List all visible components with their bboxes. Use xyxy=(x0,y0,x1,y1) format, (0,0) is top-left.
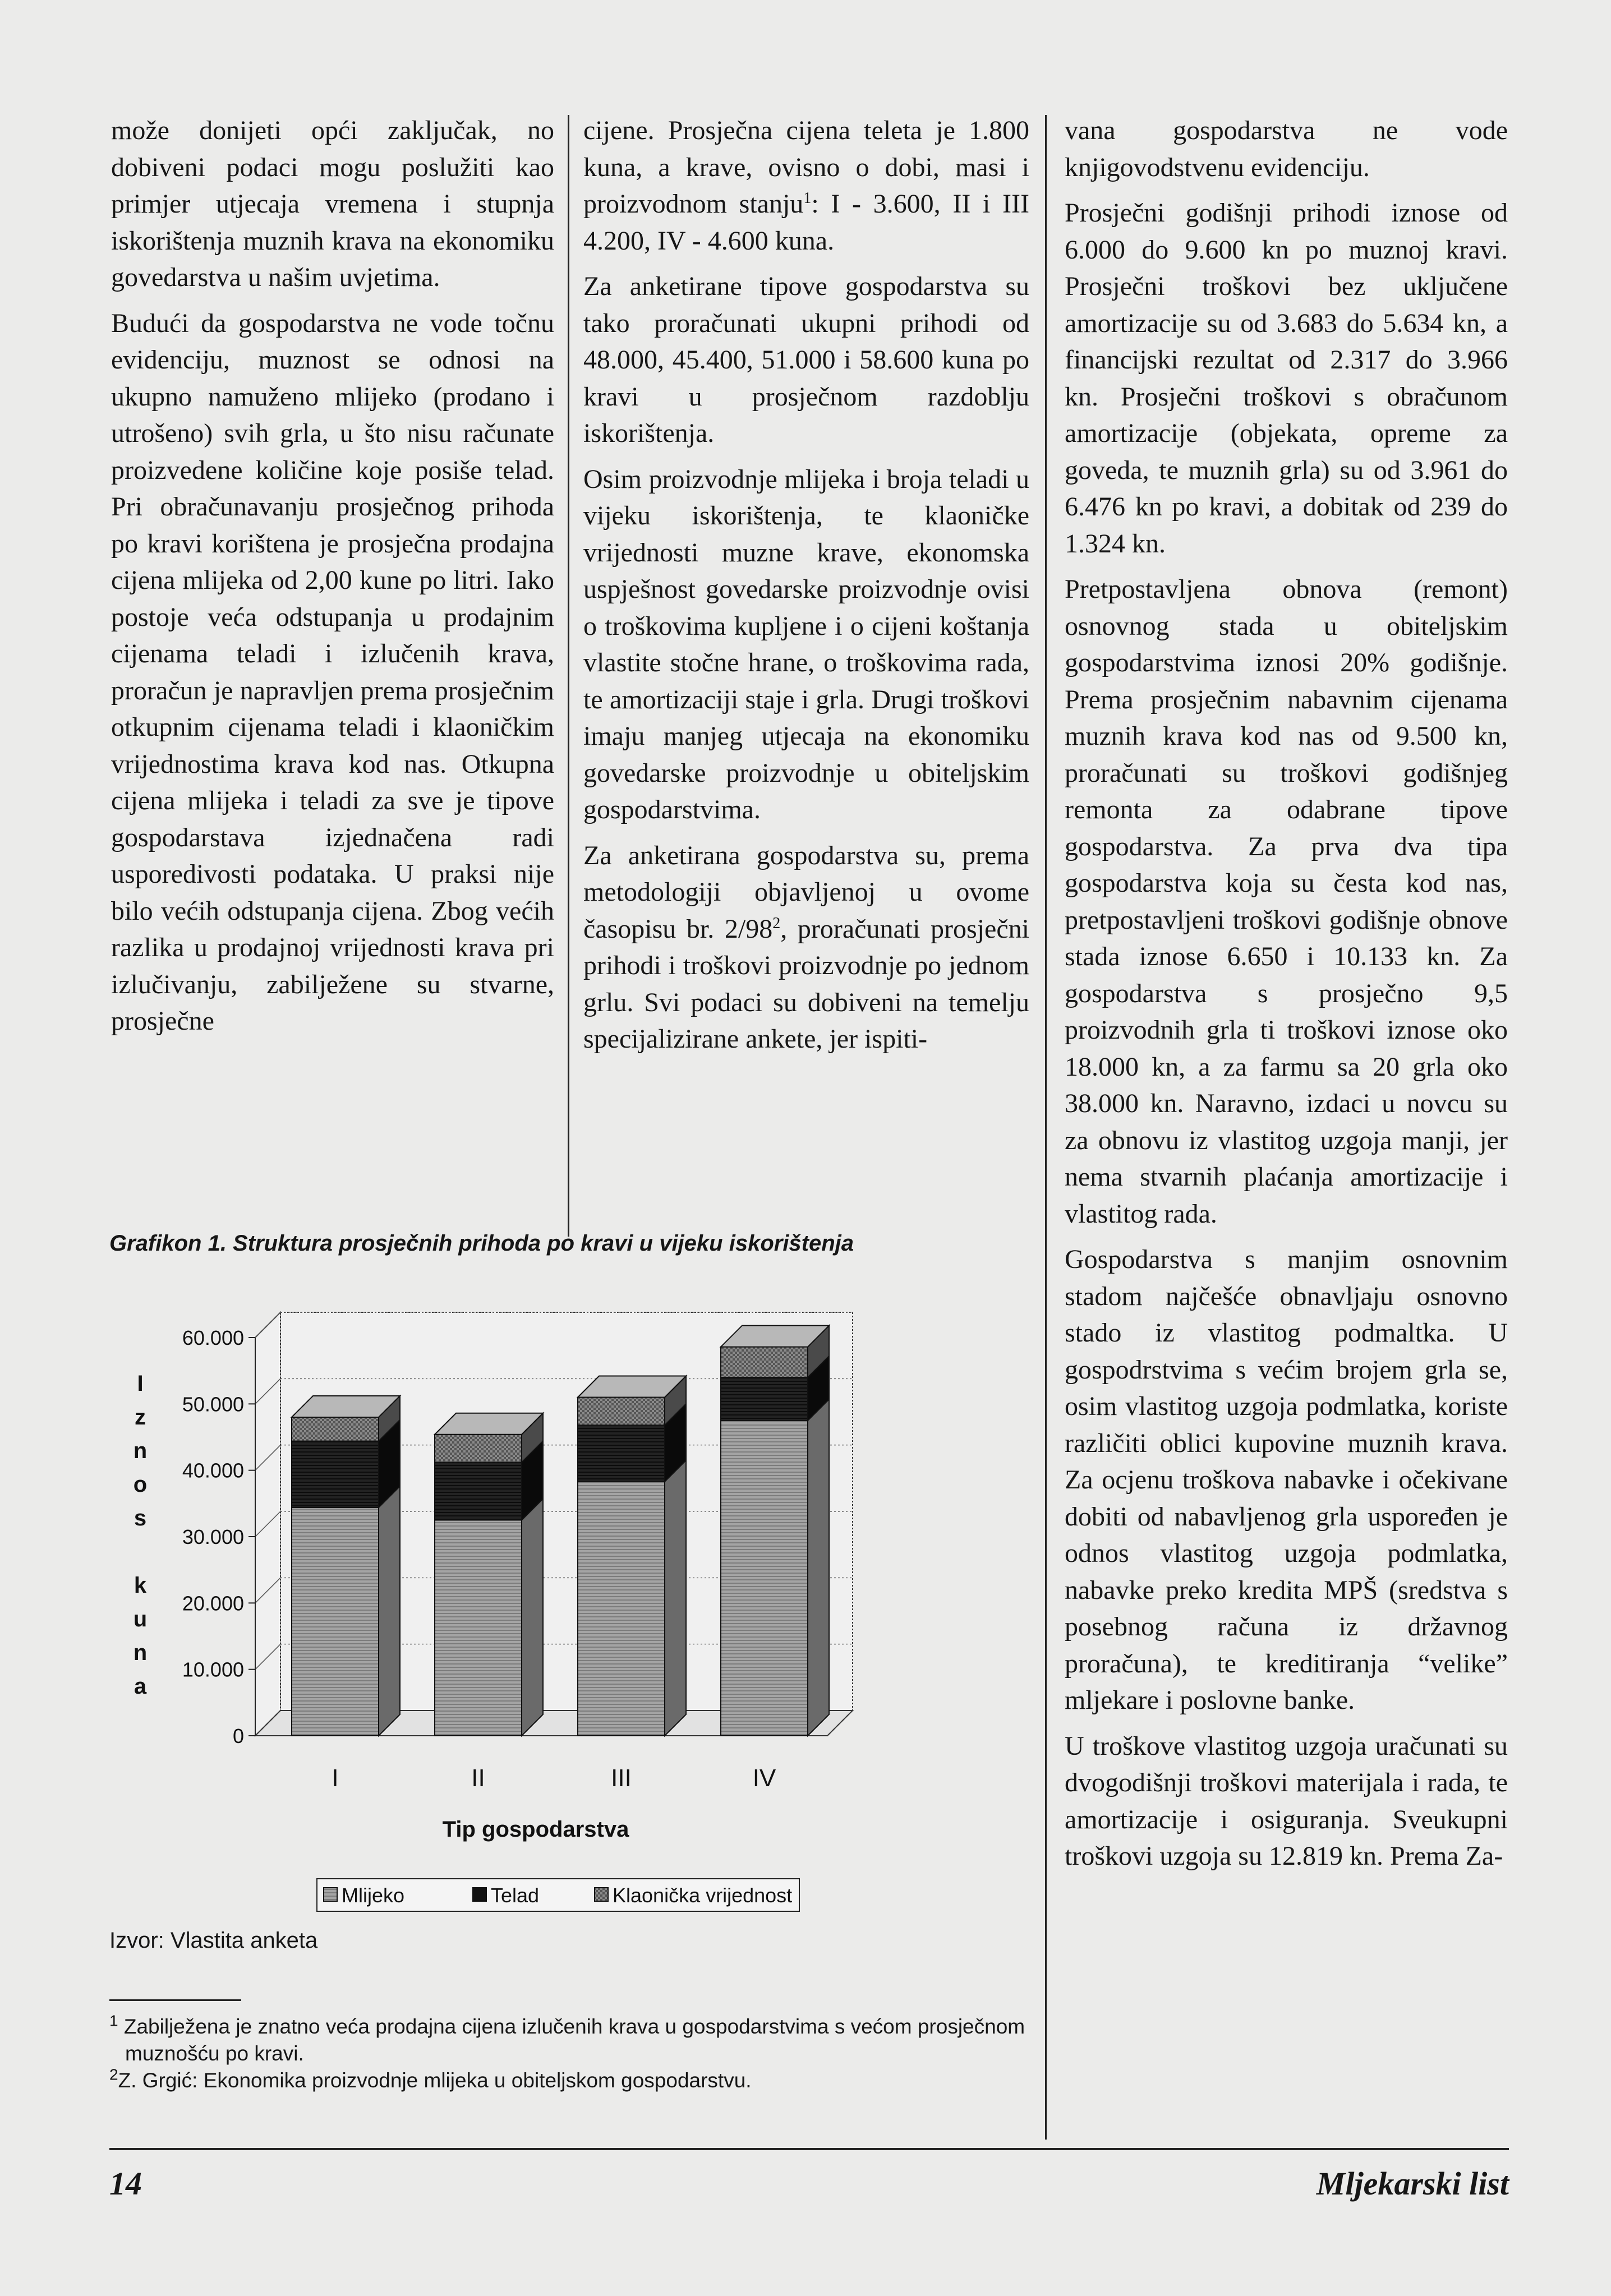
legend-swatch xyxy=(473,1888,486,1901)
y-axis-label-letter: s xyxy=(134,1506,147,1530)
bar-segment-telad xyxy=(578,1425,665,1482)
bar-segment-klaonička-vrijednost xyxy=(721,1347,808,1377)
paragraph: Budući da gospodarstva ne vode točnu evidenciju, muznost se odnosi na ukupno namuženo mlijeko (prodano i utrošeno) svih grla, u što nisu računate proizvedene količine koje posiše telad. Pri obračunavanju prosječnog prihoda po kravi korištena je prosječna prodajna cijena mlijeka od 2,00 kune po litri. Iako postoje veća odstupanja u prodajnim cijenama teladi i izlučenih krava, proračun je napravljen prema prosječnim otkupnim cijenama teladi i klaoničkim vrijednostima krava kod nas. Otkupna cijena mlijeka i teladi za sve je tipove gospodarstava izjednačena radi usporedivosti podataka. U praksi nije bilo većih odstupanja cijena. Zbog većih razlika u prodajnoj vrijednosti krava pri izlučivanju, zabilježene su stvarne, prosječne xyxy=(111,308,554,1036)
y-axis-label-letter: k xyxy=(134,1573,147,1598)
x-tick-label: IV xyxy=(752,1764,776,1792)
y-axis-label-letter: z xyxy=(135,1405,146,1430)
y-tick-label: 50.000 xyxy=(182,1393,244,1416)
bar-segment-side xyxy=(379,1486,400,1736)
y-tick-label: 10.000 xyxy=(182,1658,244,1681)
bar-segment-telad xyxy=(435,1462,522,1520)
bar-segment-klaonička-vrijednost xyxy=(435,1435,522,1463)
footnote-ref: 2 xyxy=(772,914,781,932)
paragraph: U troškove vlastitog uzgoja uračunati su dvogodišnji troškovi materijala i rada, te amortizacije i osiguranja. Sveukupni troškovi uzgoja su 12.819 kn. Prema Za- xyxy=(1065,1731,1508,1871)
footnote-text: Zabilježena je znatno veća prodajna cijena izlučenih krava u gospodarstvima s većom prosječnom muznošću po kravi. xyxy=(118,2015,1025,2065)
legend-swatch xyxy=(595,1888,608,1901)
text-run: : I - 3.600, II i III 4.200, IV - 4.600 kuna. xyxy=(583,189,1029,256)
y-axis-label-letter: n xyxy=(133,1640,148,1665)
bar-segment-side xyxy=(522,1499,543,1736)
footnote-1 xyxy=(109,2013,1041,2067)
legend-label: Klaonička vrijednost xyxy=(613,1884,793,1907)
footnotes xyxy=(109,2013,1041,2094)
text-run: cijene. Prosječna cijena teleta je 1.800 kuna, a krave, ovisno o dobi, masi i proizvodnom stanju xyxy=(583,116,1029,219)
legend-label: Telad xyxy=(491,1884,540,1907)
page-number: 14 xyxy=(109,2165,142,2202)
paragraph: Za anketirane tipove gospodarstva su tako proračunati ukupni prihodi od 48.000, 45.400, 51.000 i 58.600 kuna po kravi u prosječnom razdoblju iskorištenja. xyxy=(583,271,1029,448)
paragraph: može donijeti opći zaključak, no dobiveni podaci mogu poslužiti kao primjer utjecaja vremena i stupnja iskorištenja muznih krava na ekonomiku govedarstva u našim uvjetima. xyxy=(111,116,554,292)
text-run: Za anketirana gospodarstva su, prema metodologiji objavljenoj u ovome časopisu br. 2/98 xyxy=(583,840,1029,944)
legend-label: Mlijeko xyxy=(342,1884,405,1907)
y-axis-label-letter: a xyxy=(134,1674,147,1699)
bar-segment-telad xyxy=(721,1377,808,1421)
bar-segment-mlijeko xyxy=(435,1520,522,1736)
chart-title: Grafikon 1. Struktura prosječnih prihoda po kravi u vijeku iskorištenja xyxy=(109,1231,854,1256)
paragraph: vana gospodarstva ne vode knjigovodstvenu evidenciju. xyxy=(1065,116,1508,182)
legend-swatch xyxy=(324,1888,337,1901)
paragraph xyxy=(583,112,1029,259)
bar-segment-klaonička-vrijednost xyxy=(292,1417,379,1441)
text-column-3 xyxy=(1065,112,1508,1884)
y-tick-label: 60.000 xyxy=(182,1326,244,1349)
x-tick-label: III xyxy=(611,1764,632,1792)
y-axis-label-letter: u xyxy=(133,1607,148,1631)
bar-segment-mlijeko xyxy=(578,1482,665,1736)
y-tick-label: 40.000 xyxy=(182,1459,244,1482)
paragraph: Gospodarstva s manjim osnovnim stadom najčešće obnavljaju osnovno stado iz vlastitog podmaltka. U gospodrstvima s većim brojem grla se, osim vlastitog uzgoja podmlatka, koriste različiti oblici kupovine muznih krava. Za ocjenu troškova nabavke i očekivane dobiti od nabavljenog grla uspoređen je odnos vlastitog uzgoja podmlatka, nabavke preko kredita MPŠ (sredstva s posebnog računa iz državnog proračuna), te kreditiranja “velike” mljekare i poslovne banke. xyxy=(1065,1244,1508,1715)
y-axis-label-letter: o xyxy=(133,1472,148,1497)
bar-segment-klaonička-vrijednost xyxy=(578,1398,665,1426)
y-axis-label-letter: I xyxy=(137,1371,144,1396)
income-structure-chart xyxy=(95,1273,1027,1918)
bar-segment-side xyxy=(808,1399,829,1736)
bar-segment-side xyxy=(665,1460,686,1736)
column-divider xyxy=(568,115,569,1237)
footnote-rule xyxy=(109,1999,241,2001)
y-tick-label: 20.000 xyxy=(182,1592,244,1615)
paragraph: Osim proizvodnje mlijeka i broja teladi u vijeku iskorištenja, te klaoničke vrijednosti muzne krave, ekonomska uspješnost govedarske proizvodnje ovisi o troškovima kupljene i o cijeni koštanja vlastite stočne hrane, o troškovima rada, te amortizaciji staje i grla. Drugi troškovi imaju manjeg utjecaja na ekonomiku govedarske proizvodnje u obiteljskim gospodarstvima. xyxy=(583,464,1029,824)
column-divider xyxy=(1045,115,1047,2140)
bar-segment-mlijeko xyxy=(721,1421,808,1736)
footnote-mark: 2 xyxy=(109,2066,118,2083)
footnote-ref: 1 xyxy=(803,190,812,207)
footnote-text: Z. Grgić: Ekonomika proizvodnje mlijeka u obiteljskom gospodarstvu. xyxy=(118,2069,752,2092)
text-column-1 xyxy=(111,112,554,1049)
x-tick-label: II xyxy=(471,1764,485,1792)
x-axis-title: Tip gospodarstva xyxy=(442,1817,629,1842)
chart-source: Izvor: Vlastita anketa xyxy=(109,1928,318,1953)
text-column-2 xyxy=(583,112,1029,1067)
text-run: , proračunati prosječni prihodi i troškovi proizvodnje po jednom grlu. Svi podaci su dobiveni na temelju specijalizirane ankete, jer ispiti- xyxy=(583,914,1029,1054)
paragraph: Pretpostavljena obnova (remont) osnovnog stada u obiteljskim gospodarstvima iznosi 20% godišnje. Prema prosječnim nabavnim cijenama muznih krava kod nas od 9.500 kn, proračunati su troškovi godišnjeg remonta za odabrane tipove gospodarstva. Za prva dva tipa gospodarstva koja su česta kod nas, pretpostavljeni troškovi godišnje obnove stada iznose 6.650 i 10.133 kn. Za gospodarstva s prosječno 9,5 proizvodnih grla ti troškovi iznose oko 18.000 kn, a za farmu sa 20 grla oko 38.000 kn. Naravno, izdaci u novcu su za obnovu iz vlastitog uzgoja manji, jer nema stvarnih plaćanja amortizacije i vlastitog rada. xyxy=(1065,574,1508,1229)
y-axis-label-letter: n xyxy=(133,1439,148,1463)
y-tick-label: 30.000 xyxy=(182,1525,244,1548)
x-tick-label: I xyxy=(332,1764,339,1792)
bar-segment-mlijeko xyxy=(292,1507,379,1736)
paragraph xyxy=(583,837,1029,1058)
footer-rule xyxy=(109,2148,1509,2150)
paragraph: Prosječni godišnji prihodi iznose od 6.000 do 9.600 kn po muznoj kravi. Prosječni troškovi bez uključene amortizacije su od 3.683 do 5.634 kn, a financijski rezultat od 2.317 do 3.966 kn. Prosječni troškovi s obračunom amortizacije (objekata, opreme za goveda, te muznih grla) su od 3.961 do 6.476 kn po kravi, a dobitak od 239 do 1.324 kn. xyxy=(1065,198,1508,559)
footnote-2 xyxy=(109,2067,1041,2094)
footnote-mark: 1 xyxy=(109,2012,118,2030)
journal-name: Mljekarski list xyxy=(1316,2165,1509,2202)
y-tick-label: 0 xyxy=(232,1725,244,1748)
bar-segment-telad xyxy=(292,1441,379,1507)
